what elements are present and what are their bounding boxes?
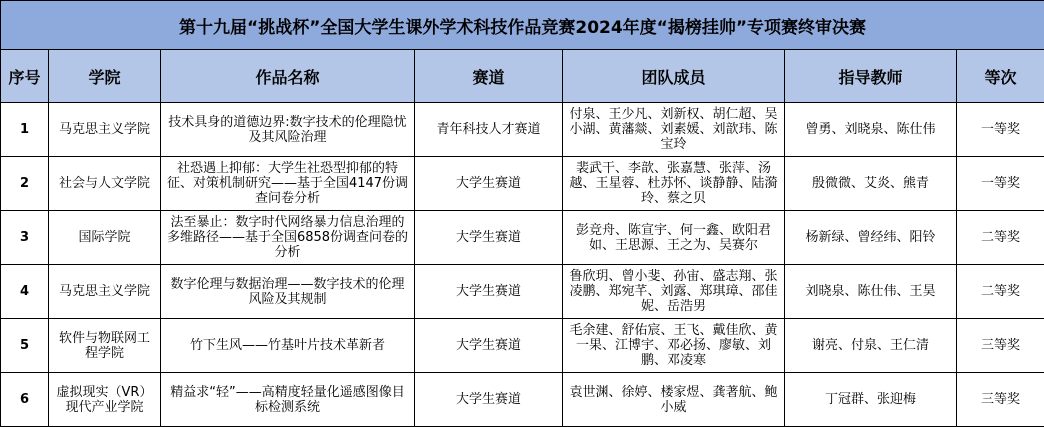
header-track: 赛道: [415, 50, 563, 103]
row-college: 马克思主义学院: [49, 103, 161, 157]
header-index: 序号: [1, 50, 49, 103]
row-college: 社会与人文学院: [49, 157, 161, 211]
row-rank: 三等奖: [957, 373, 1044, 427]
row-members: 彭竞舟、陈宣宇、何一鑫、欧阳君如、王思源、王之为、吴赛尔: [563, 211, 785, 265]
row-work: 精益求“轻”——高精度轻量化遥感图像目标检测系统: [161, 373, 415, 427]
row-advisors: 刘晓泉、陈仕伟、王昊: [785, 265, 957, 319]
row-work: 数字伦理与数据治理——数字技术的伦理风险及其规制: [161, 265, 415, 319]
row-track: 青年科技人才赛道: [415, 103, 563, 157]
row-college: 软件与物联网工程学院: [49, 319, 161, 373]
row-index: 1: [1, 103, 49, 157]
row-index: 4: [1, 265, 49, 319]
row-track: 大学生赛道: [415, 157, 563, 211]
row-index: 2: [1, 157, 49, 211]
row-work: 法至暴止：数字时代网络暴力信息治理的多维路径——基于全国6858份调查问卷的分析: [161, 211, 415, 265]
row-advisors: 杨新绿、曾经纬、阳铃: [785, 211, 957, 265]
row-members: 付泉、王少凡、刘新权、胡仁超、吴小湖、黄藩燚、刘素媛、刘歆玮、陈宝玲: [563, 103, 785, 157]
table-row: [1, 319, 1044, 373]
row-advisors: 殷微微、艾炎、熊青: [785, 157, 957, 211]
header-college: 学院: [49, 50, 161, 103]
row-members: 鲁欣玥、曾小斐、孙宙、盛志翔、张凌鹏、郑宛芊、刘露、郑琪璋、邵佳妮、岳浩男: [563, 265, 785, 319]
row-index: 6: [1, 373, 49, 427]
row-work: 竹下生风——竹基叶片技术革新者: [161, 319, 415, 373]
row-rank: 一等奖: [957, 103, 1044, 157]
row-members: 裴武干、李歆、张嘉慧、张萍、汤越、王星蓉、杜苏怀、谈静静、陆漪玲、蔡之贝: [563, 157, 785, 211]
row-rank: 一等奖: [957, 157, 1044, 211]
table-row: [1, 373, 1044, 427]
row-college: 虚拟现实（VR）现代产业学院: [49, 373, 161, 427]
row-advisors: 曾勇、刘晓泉、陈仕伟: [785, 103, 957, 157]
row-track: 大学生赛道: [415, 373, 563, 427]
table-row: [1, 103, 1044, 157]
row-index: 3: [1, 211, 49, 265]
title-row: [1, 1, 1044, 50]
header-work: 作品名称: [161, 50, 415, 103]
row-members: 袁世渊、徐婷、楼家煜、龚著航、鲍小威: [563, 373, 785, 427]
table-row: [1, 265, 1044, 319]
row-advisors: 谢亮、付泉、王仁清: [785, 319, 957, 373]
row-rank: 三等奖: [957, 319, 1044, 373]
row-members: 毛余建、舒佑宸、王飞、戴佳欣、黄一果、江博宇、邓必扬、廖敏、刘鹏、邓凌寒: [563, 319, 785, 373]
row-track: 大学生赛道: [415, 319, 563, 373]
row-college: 马克思主义学院: [49, 265, 161, 319]
row-rank: 二等奖: [957, 211, 1044, 265]
row-track: 大学生赛道: [415, 265, 563, 319]
header-members: 团队成员: [563, 50, 785, 103]
row-index: 5: [1, 319, 49, 373]
row-track: 大学生赛道: [415, 211, 563, 265]
row-work: 技术具身的道德边界:数字技术的伦理隐忧及其风险治理: [161, 103, 415, 157]
header-rank: 等次: [957, 50, 1044, 103]
row-college: 国际学院: [49, 211, 161, 265]
table-row: [1, 211, 1044, 265]
header-row: [1, 50, 1044, 103]
row-work: 社恐遇上抑郁：大学生社恐型抑郁的特征、对策机制研究——基于全国4147份调查问卷分析: [161, 157, 415, 211]
table-row: [1, 157, 1044, 211]
table-title: 第十九届“挑战杯”全国大学生课外学术科技作品竞赛2024年度“揭榜挂帅”专项赛终审决赛: [1, 1, 1044, 50]
header-advisors: 指导教师: [785, 50, 957, 103]
row-rank: 二等奖: [957, 265, 1044, 319]
row-advisors: 丁冠群、张迎梅: [785, 373, 957, 427]
